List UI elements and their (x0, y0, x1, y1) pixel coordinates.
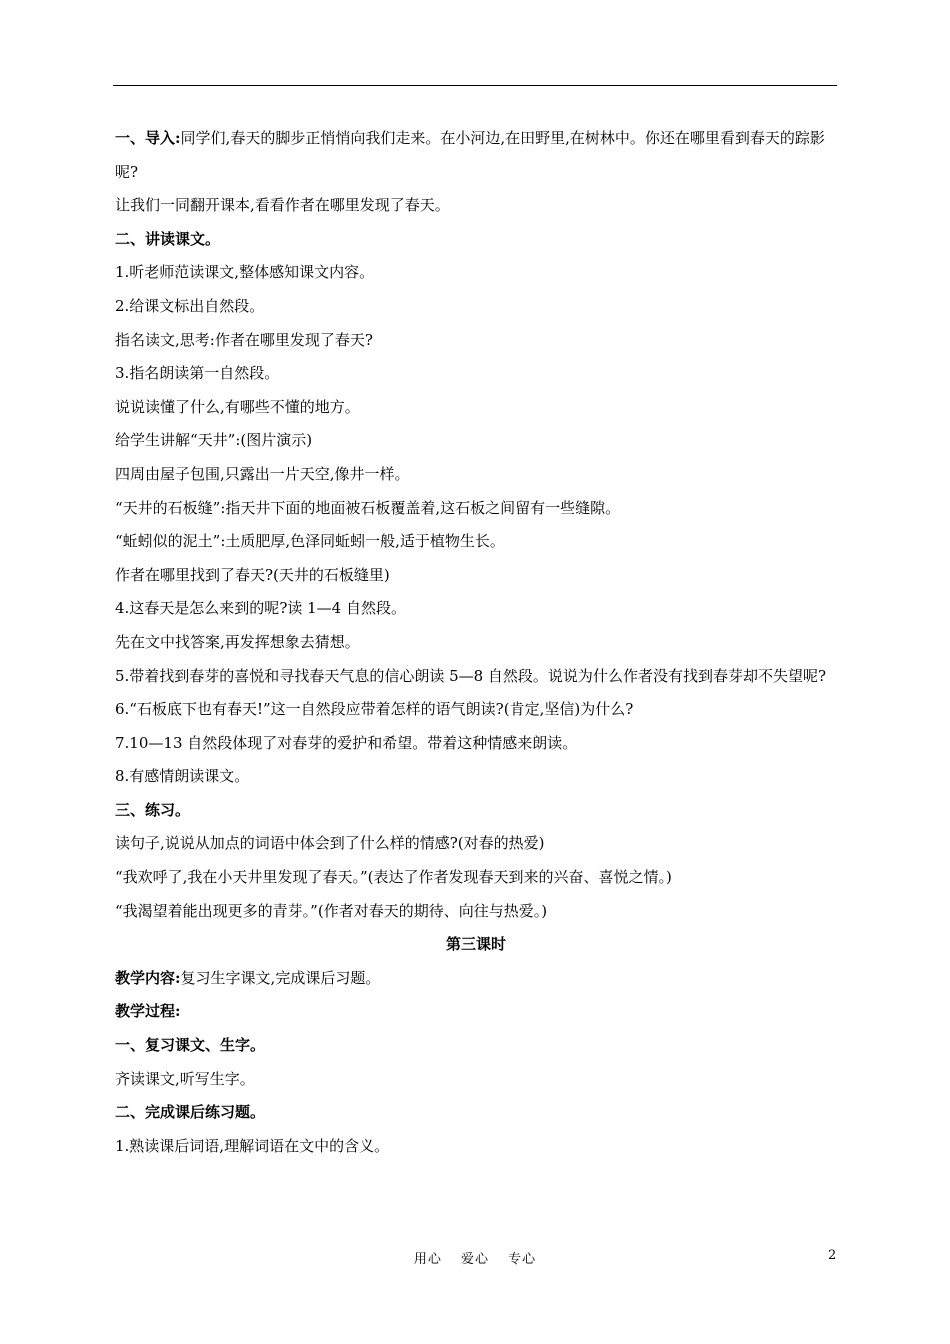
text-line: 6.“石板底下也有春天!”这一自然段应带着怎样的语气朗读?(肯定,坚信)为什么? (115, 700, 634, 719)
text-line: “蚯蚓似的泥土”:土质肥厚,色泽同蚯蚓一般,适于植物生长。 (115, 532, 505, 551)
lesson-heading: 第三课时 (445, 935, 506, 954)
section-heading: 二、讲读课文。 (115, 229, 221, 248)
text-line: 2.给课文标出自然段。 (115, 296, 265, 315)
section-label: 一、导入: (115, 129, 181, 147)
text-line: “我渴望着能出现更多的青芽。”(作者对春天的期待、向往与热爱。) (115, 901, 548, 920)
text-line: 作者在哪里找到了春天?(天井的石板缝里) (115, 565, 390, 584)
text-line: 指名读文,思考:作者在哪里发现了春天? (115, 330, 373, 349)
paragraph-text: 复习生字课文,完成课后习题。 (180, 968, 381, 987)
section-heading: 二、完成课后练习题。 (115, 1103, 266, 1122)
text-line: 齐读课文,听写生字。 (115, 1069, 255, 1088)
text-line: 4.这春天是怎么来到的呢?读 1—4 自然段。 (115, 599, 406, 618)
section-label: 教学内容: (115, 968, 181, 987)
footer-motto: 用心 爱心 专心 (413, 1252, 537, 1267)
text-line: 先在文中找答案,再发挥想象去猜想。 (115, 632, 360, 651)
intro-paragraph (115, 122, 837, 189)
document-body (115, 122, 837, 1163)
text-line: 3.指名朗读第一自然段。 (115, 364, 280, 383)
text-line: 7.10—13 自然段体现了对春芽的爱护和希望。带着这种情感来朗读。 (115, 733, 578, 752)
text-line: 四周由屋子包围,只露出一片天空,像井一样。 (115, 464, 410, 483)
page-number: 2 (828, 1248, 837, 1263)
section-heading: 一、复习课文、生字。 (115, 1036, 266, 1055)
text-line: 给学生讲解“天井”:(图片演示) (115, 431, 313, 450)
text-line: 让我们一同翻开课本,看看作者在哪里发现了春天。 (115, 196, 450, 215)
text-line: 读句子,说说从加点的词语中体会到了什么样的情感?(对春的热爱) (115, 834, 545, 853)
text-line: “我欢呼了,我在小天井里发现了春天。”(表达了作者发现春天到来的兴奋、喜悦之情。) (115, 868, 672, 887)
text-line: “天井的石板缝”:指天井下面的地面被石板覆盖着,这石板之间留有一些缝隙。 (115, 498, 621, 517)
text-line: 说说读懂了什么,有哪些不懂的地方。 (115, 397, 360, 416)
teaching-content-line (115, 962, 837, 996)
paragraph-text: 同学们,春天的脚步正悄悄向我们走来。在小河边,在田野里,在树林中。你还在哪里看到春天的踪影呢? (115, 129, 825, 181)
section-heading: 三、练习。 (115, 800, 191, 819)
text-line: 1.熟读课后词语,理解词语在文中的含义。 (115, 1136, 390, 1155)
section-heading: 教学过程: (115, 1002, 181, 1021)
text-paragraph: 5.带着找到春芽的喜悦和寻找春天气息的信心朗读 5—8 自然段。说说为什么作者没有找到春芽却不失望呢? (115, 666, 826, 685)
text-line: 1.听老师范读课文,整体感知课文内容。 (115, 263, 375, 282)
header-rule (113, 85, 837, 86)
text-line: 8.有感情朗读课文。 (115, 767, 250, 786)
